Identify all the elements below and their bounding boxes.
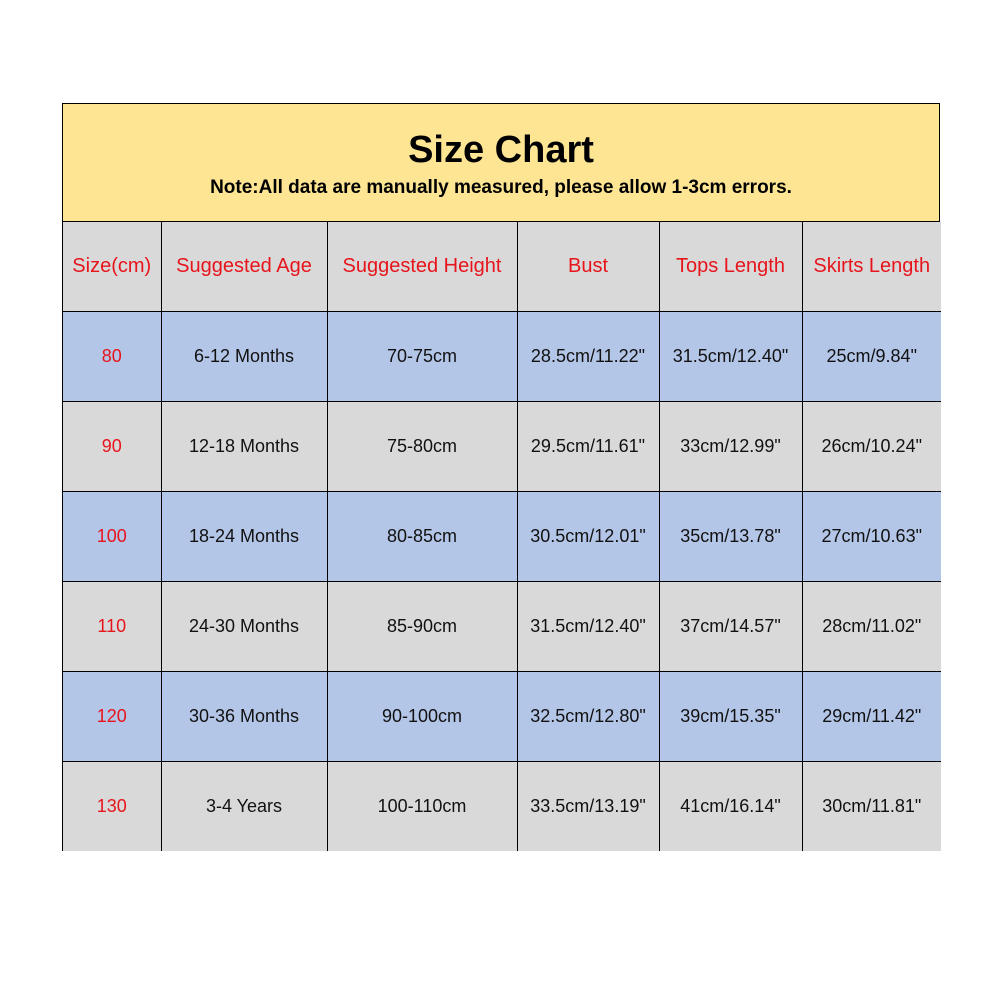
- table-row: [63, 762, 941, 852]
- cell-height: 70-75cm: [327, 312, 517, 402]
- chart-header: [63, 104, 939, 222]
- cell-skirts-length: 26cm/10.24": [802, 402, 941, 492]
- cell-height: 80-85cm: [327, 492, 517, 582]
- cell-bust: 33.5cm/13.19": [517, 762, 659, 852]
- table-header-row: [63, 222, 941, 312]
- column-header-bust: Bust: [517, 222, 659, 312]
- cell-skirts-length: 30cm/11.81": [802, 762, 941, 852]
- cell-height: 75-80cm: [327, 402, 517, 492]
- cell-size: 110: [63, 582, 161, 672]
- cell-skirts-length: 29cm/11.42": [802, 672, 941, 762]
- cell-tops-length: 33cm/12.99": [659, 402, 802, 492]
- column-header-skirts-length: Skirts Length: [802, 222, 941, 312]
- cell-size: 130: [63, 762, 161, 852]
- cell-tops-length: 41cm/16.14": [659, 762, 802, 852]
- cell-tops-length: 35cm/13.78": [659, 492, 802, 582]
- cell-size: 80: [63, 312, 161, 402]
- cell-age: 18-24 Months: [161, 492, 327, 582]
- cell-age: 3-4 Years: [161, 762, 327, 852]
- cell-size: 120: [63, 672, 161, 762]
- table-row: [63, 672, 941, 762]
- cell-skirts-length: 28cm/11.02": [802, 582, 941, 672]
- cell-height: 85-90cm: [327, 582, 517, 672]
- cell-bust: 29.5cm/11.61": [517, 402, 659, 492]
- cell-size: 90: [63, 402, 161, 492]
- cell-height: 100-110cm: [327, 762, 517, 852]
- cell-age: 12-18 Months: [161, 402, 327, 492]
- chart-note: Note:All data are manually measured, please allow 1-3cm errors.: [210, 177, 792, 198]
- size-chart: [62, 103, 940, 851]
- column-header-tops-length: Tops Length: [659, 222, 802, 312]
- cell-tops-length: 39cm/15.35": [659, 672, 802, 762]
- chart-title: Size Chart: [408, 129, 594, 171]
- cell-height: 90-100cm: [327, 672, 517, 762]
- cell-bust: 30.5cm/12.01": [517, 492, 659, 582]
- cell-bust: 32.5cm/12.80": [517, 672, 659, 762]
- cell-age: 30-36 Months: [161, 672, 327, 762]
- table-row: [63, 492, 941, 582]
- cell-size: 100: [63, 492, 161, 582]
- column-header-size: Size(cm): [63, 222, 161, 312]
- cell-bust: 31.5cm/12.40": [517, 582, 659, 672]
- cell-tops-length: 37cm/14.57": [659, 582, 802, 672]
- size-table: [63, 222, 941, 851]
- table-row: [63, 402, 941, 492]
- column-header-height: Suggested Height: [327, 222, 517, 312]
- cell-skirts-length: 25cm/9.84": [802, 312, 941, 402]
- cell-tops-length: 31.5cm/12.40": [659, 312, 802, 402]
- column-header-age: Suggested Age: [161, 222, 327, 312]
- cell-age: 24-30 Months: [161, 582, 327, 672]
- table-row: [63, 582, 941, 672]
- cell-bust: 28.5cm/11.22": [517, 312, 659, 402]
- table-row: [63, 312, 941, 402]
- cell-skirts-length: 27cm/10.63": [802, 492, 941, 582]
- cell-age: 6-12 Months: [161, 312, 327, 402]
